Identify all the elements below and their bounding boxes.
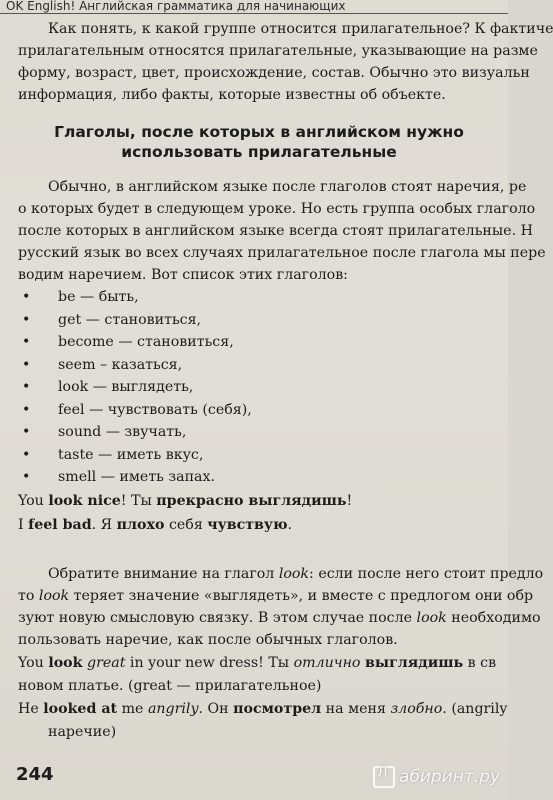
note-text: то bbox=[18, 587, 39, 604]
section-heading-line: использовать прилагательные bbox=[121, 143, 397, 161]
intro-line: Как понять, к какой группе относится прилагательное? К фактиче bbox=[48, 21, 553, 37]
page-number: 244 bbox=[16, 764, 54, 785]
verb-en: become bbox=[58, 334, 114, 350]
verb-list bbox=[18, 286, 500, 489]
verb-ru: – казаться, bbox=[95, 356, 183, 373]
example-text: на меня bbox=[321, 700, 391, 717]
note-line bbox=[18, 563, 544, 585]
note-line: пользовать наречие, как после обычных глаголов. bbox=[18, 631, 398, 648]
intro-paragraph bbox=[18, 18, 553, 106]
section-heading bbox=[18, 122, 500, 162]
body-line: после которых в английском языке всегда стоят прилагательные. Н bbox=[18, 223, 533, 239]
watermark bbox=[373, 766, 500, 788]
example-text: You bbox=[18, 654, 49, 671]
example-sentence bbox=[18, 697, 508, 721]
example-bold: чувствую bbox=[207, 516, 288, 533]
body-line: о которых будет в следующем уроке. Но есть группа особых глаголо bbox=[18, 201, 536, 217]
example-bold: плохо bbox=[116, 516, 165, 533]
bullet: • bbox=[22, 356, 31, 373]
example-italic: отлично bbox=[293, 654, 361, 671]
watermark-text: абиринт.ру bbox=[398, 767, 500, 787]
verb-ru: — быть, bbox=[75, 289, 139, 305]
example-italic: great bbox=[87, 654, 126, 671]
verb-list-item bbox=[18, 309, 500, 332]
verb-en: look bbox=[58, 379, 89, 395]
example-text: in your new dress! Ты bbox=[125, 654, 294, 671]
note-italic: look bbox=[38, 587, 70, 604]
body-line: водим наречием. Вот список этих глаголов: bbox=[18, 267, 348, 283]
note-italic: look bbox=[416, 609, 447, 626]
example-continuation: новом платье. (great — прилагательное) bbox=[18, 677, 322, 694]
example-bold: look bbox=[48, 654, 83, 671]
note-text: Обратите внимание на глагол bbox=[48, 565, 279, 582]
note-text: зуют новую смысловую связку. В этом случае после bbox=[18, 609, 417, 626]
example-sentence bbox=[18, 513, 500, 537]
example-bold: выглядишь bbox=[365, 654, 464, 671]
verb-list-item bbox=[18, 354, 500, 377]
bullet: • bbox=[22, 424, 31, 440]
verb-ru: — звучать, bbox=[101, 424, 187, 440]
verb-en: taste bbox=[58, 446, 94, 463]
verb-ru: — иметь запах. bbox=[96, 469, 216, 485]
verb-list-item bbox=[18, 421, 500, 444]
example-text: He bbox=[18, 700, 44, 717]
example-bold: посмотрел bbox=[233, 700, 322, 717]
note-line bbox=[18, 585, 534, 607]
example-text: себя bbox=[164, 516, 208, 533]
example-sentence bbox=[18, 651, 500, 675]
intro-line: прилагательным относятся прилагательные, указывающие на разме bbox=[18, 43, 538, 59]
verb-ru: — становиться, bbox=[81, 311, 202, 328]
verb-en: smell bbox=[58, 469, 97, 485]
note-italic: look bbox=[278, 565, 310, 582]
example-bold: прекрасно выглядишь bbox=[156, 492, 347, 509]
example-text: в св bbox=[463, 654, 497, 671]
verb-en: be bbox=[58, 289, 76, 305]
example-text: . bbox=[287, 516, 293, 533]
note-text: теряет значение «выглядеть», и вместе с предлогом они обр bbox=[69, 587, 534, 604]
labirint-logo-icon bbox=[373, 766, 395, 788]
verb-en: sound bbox=[58, 424, 102, 440]
example-italic: злобно bbox=[390, 700, 443, 717]
bullet: • bbox=[22, 446, 31, 463]
verb-ru: — иметь вкус, bbox=[93, 446, 204, 463]
verb-list-item bbox=[18, 399, 500, 422]
verb-list-item bbox=[18, 376, 500, 399]
example-text: You bbox=[18, 492, 49, 509]
note-text: : если после него стоит предло bbox=[309, 565, 544, 582]
example-text: . Я bbox=[91, 516, 117, 533]
note-paragraph bbox=[18, 563, 544, 651]
verb-list-item bbox=[18, 331, 500, 354]
body-line: Обычно, в английском языке после глаголов стоят наречия, ре bbox=[48, 179, 527, 195]
body-paragraph bbox=[18, 176, 546, 286]
bullet: • bbox=[22, 289, 31, 305]
example-text: I bbox=[18, 516, 29, 533]
note-text: необходимо bbox=[446, 609, 541, 626]
example-text: . Он bbox=[198, 700, 234, 717]
example-bold: look nice bbox=[48, 492, 121, 509]
example-text: ! Ты bbox=[120, 492, 157, 509]
intro-line: форму, возраст, цвет, происхождение, состав. Обычно это визуальн bbox=[18, 65, 530, 81]
verb-en: get bbox=[58, 311, 82, 328]
paragraph-gap bbox=[18, 537, 500, 563]
example-bold: feel bad bbox=[28, 516, 92, 533]
body-line: русский язык во всех случаях прилагательное после глагола мы пере bbox=[18, 245, 546, 261]
verb-ru: — выглядеть, bbox=[88, 379, 194, 395]
page-content bbox=[18, 18, 553, 743]
verb-list-item bbox=[18, 286, 500, 309]
example-italic: angrily bbox=[147, 700, 199, 717]
bullet: • bbox=[22, 379, 31, 395]
example-sentence bbox=[18, 489, 500, 513]
note-line bbox=[18, 607, 541, 629]
intro-line: информация, либо факты, которые известны об объекте. bbox=[18, 87, 446, 103]
verb-en: seem bbox=[58, 356, 96, 373]
bullet: • bbox=[22, 469, 31, 485]
example-continuation: наречие) bbox=[48, 723, 117, 740]
running-header: OK English! Английская грамматика для начинающих bbox=[0, 0, 508, 14]
bullet: • bbox=[22, 334, 31, 350]
bullet: • bbox=[22, 311, 31, 328]
verb-ru: — становиться, bbox=[113, 334, 234, 350]
example-text: . (angrily bbox=[442, 700, 508, 717]
example-bold: looked at bbox=[43, 700, 118, 717]
verb-list-item bbox=[18, 466, 500, 489]
example-text: ! bbox=[346, 492, 353, 509]
verb-en: feel bbox=[58, 401, 85, 418]
bullet: • bbox=[22, 401, 31, 418]
verb-ru: — чувствовать (себя), bbox=[84, 401, 252, 418]
page-footer bbox=[0, 760, 508, 800]
example-text: me bbox=[117, 700, 148, 717]
section-heading-line: Глаголы, после которых в английском нужно bbox=[54, 123, 464, 141]
verb-list-item bbox=[18, 444, 500, 467]
